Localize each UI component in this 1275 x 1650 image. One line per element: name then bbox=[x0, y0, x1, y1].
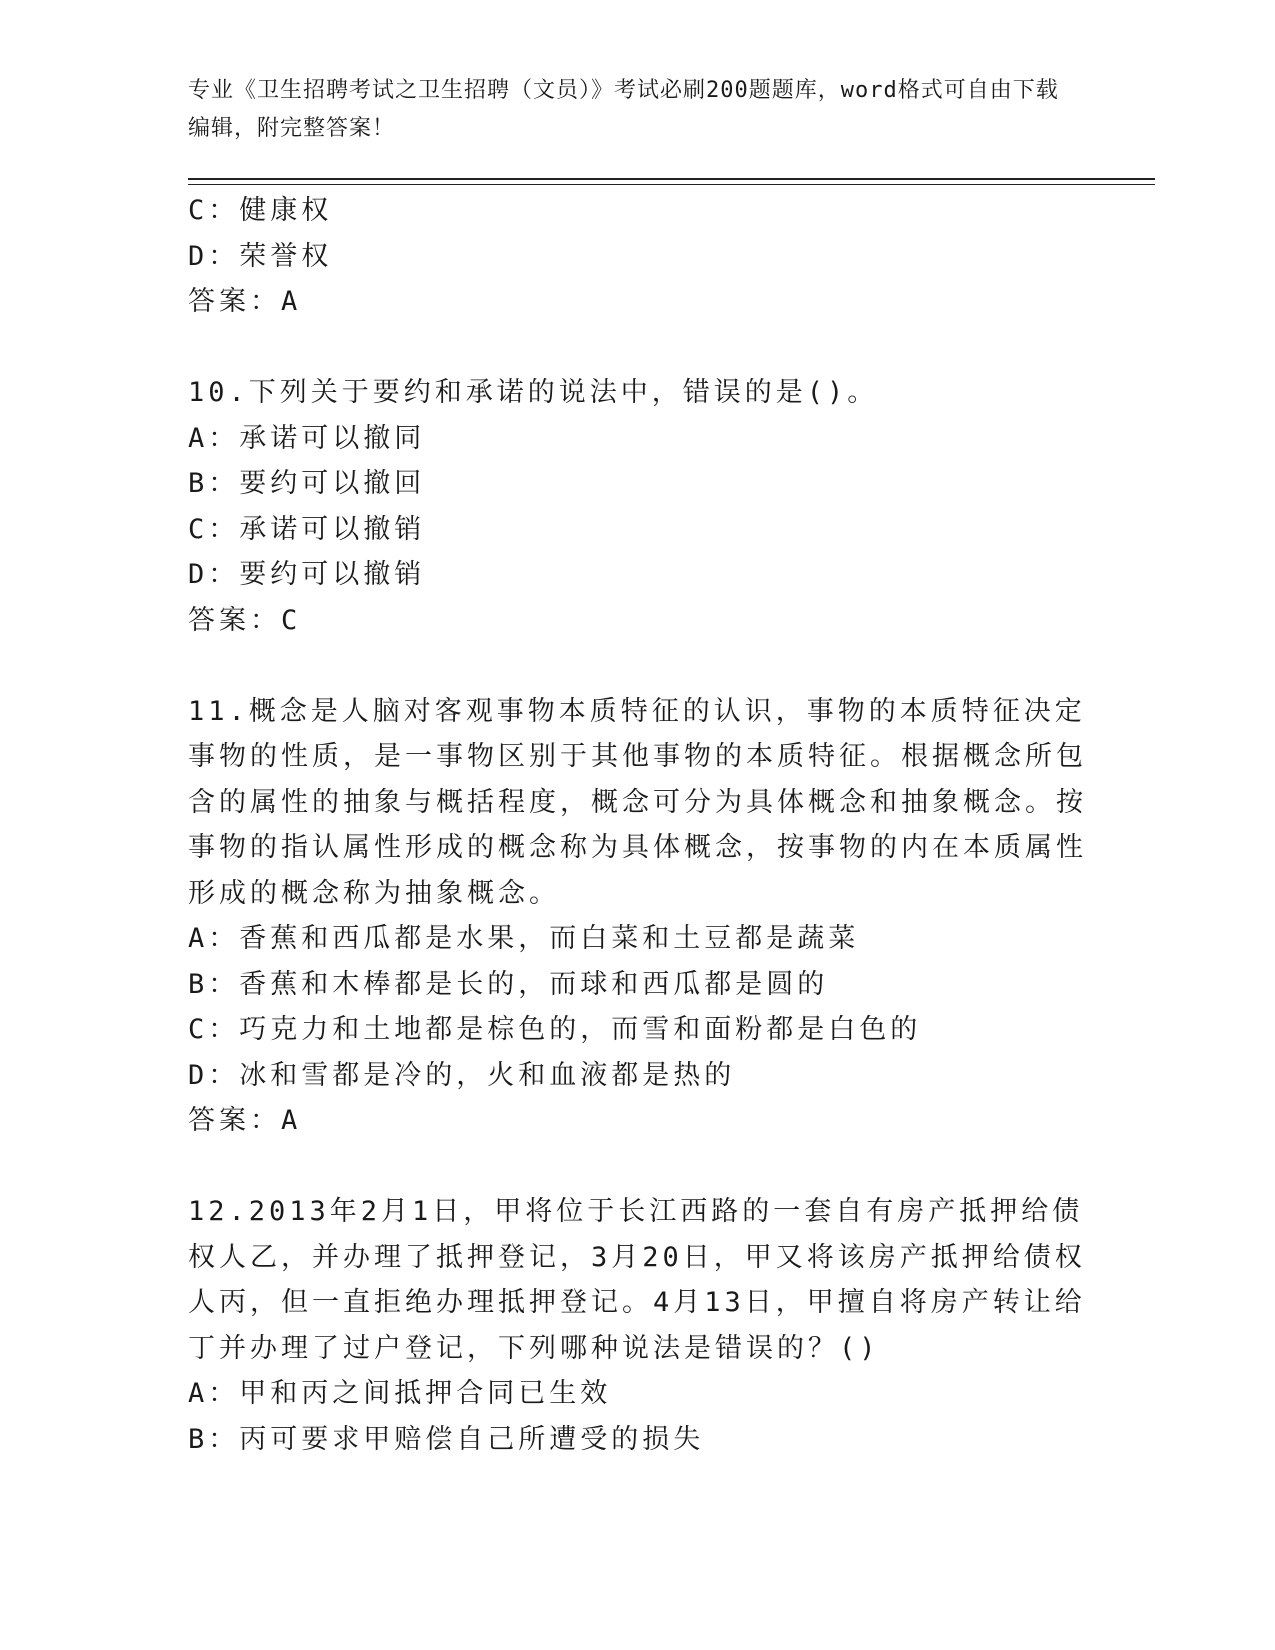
option-label: B： bbox=[188, 968, 240, 1000]
question-stem-10: 10.下列关于要约和承诺的说法中，错误的是()。 bbox=[188, 377, 879, 408]
answer-line: 答案：A bbox=[188, 1105, 302, 1136]
option-label: A： bbox=[188, 422, 240, 454]
option-label: D： bbox=[188, 240, 240, 272]
question-stem-11 bbox=[188, 689, 1088, 917]
question-list bbox=[188, 188, 1088, 1462]
option-c bbox=[188, 1007, 1088, 1053]
option-b bbox=[188, 461, 1088, 507]
option-c bbox=[188, 188, 1088, 234]
option-label: B： bbox=[188, 1423, 240, 1455]
option-label: C： bbox=[188, 513, 240, 545]
option-text: 健康权 bbox=[239, 195, 333, 226]
option-a bbox=[188, 916, 1088, 962]
question-stem-text: 11.概念是人脑对客观事物本质特征的认识，事物的本质特征决定事物的性质，是一事物区别于其他事物的本质特征。根据概念所包含的属性的抽象与概括程度，概念可分为具体概念和抽象概念。按事物的指认属性形成的概念称为具体概念，按事物的内在本质属性形成的概念称为抽象概念。 bbox=[188, 695, 1087, 909]
option-b bbox=[188, 962, 1088, 1008]
question-stem-12 bbox=[188, 1189, 1088, 1371]
option-a bbox=[188, 1371, 1088, 1417]
option-label: C： bbox=[188, 195, 240, 226]
option-a bbox=[188, 416, 1088, 462]
option-text: 要约可以撤销 bbox=[239, 559, 426, 590]
spacer bbox=[188, 643, 1088, 689]
option-b bbox=[188, 1417, 1088, 1463]
option-label: D： bbox=[188, 1059, 240, 1091]
answer-line: 答案：A bbox=[188, 286, 302, 317]
spacer bbox=[188, 1144, 1088, 1190]
option-text: 承诺可以撤销 bbox=[239, 513, 426, 545]
option-text: 香蕉和西瓜都是水果，而白菜和土豆都是蔬菜 bbox=[239, 923, 860, 954]
option-d bbox=[188, 1053, 1088, 1099]
option-label: C： bbox=[188, 1014, 240, 1045]
option-text: 荣誉权 bbox=[239, 240, 333, 272]
option-label: A： bbox=[188, 923, 240, 954]
option-label: A： bbox=[188, 1378, 240, 1409]
header-divider-thick bbox=[188, 178, 1155, 180]
answer-line: 答案：C bbox=[188, 604, 302, 636]
question-stem-text: 12.2013年2月1日，甲将位于长江西路的一套自有房产抵押给债权人乙，并办理了抵押登记，3月20日，甲又将该房产抵押给债权人丙，但一直拒绝办理抵押登记。4月13日，甲擅自将房产转让给丁并办理了过户登记，下列哪种说法是错误的？() bbox=[188, 1196, 1086, 1364]
option-text: 冰和雪都是冷的，火和血液都是热的 bbox=[239, 1059, 736, 1091]
option-label: B： bbox=[188, 468, 240, 499]
document-header: 专业《卫生招聘考试之卫生招聘（文员）》考试必刷200题题库，word格式可自由下载编辑，附完整答案！ bbox=[188, 78, 1059, 141]
option-d bbox=[188, 552, 1088, 598]
spacer bbox=[188, 325, 1088, 371]
option-label: D： bbox=[188, 559, 240, 590]
option-text: 承诺可以撤同 bbox=[239, 422, 426, 454]
header-divider-thin bbox=[188, 184, 1155, 185]
option-text: 甲和丙之间抵押合同已生效 bbox=[239, 1378, 612, 1409]
option-text: 香蕉和木棒都是长的，而球和西瓜都是圆的 bbox=[239, 968, 829, 1000]
option-text: 丙可要求甲赔偿自己所遭受的损失 bbox=[239, 1423, 705, 1455]
option-c bbox=[188, 507, 1088, 553]
option-text: 要约可以撤回 bbox=[239, 468, 426, 499]
option-d bbox=[188, 234, 1088, 280]
option-text: 巧克力和土地都是棕色的，而雪和面粉都是白色的 bbox=[239, 1014, 922, 1045]
